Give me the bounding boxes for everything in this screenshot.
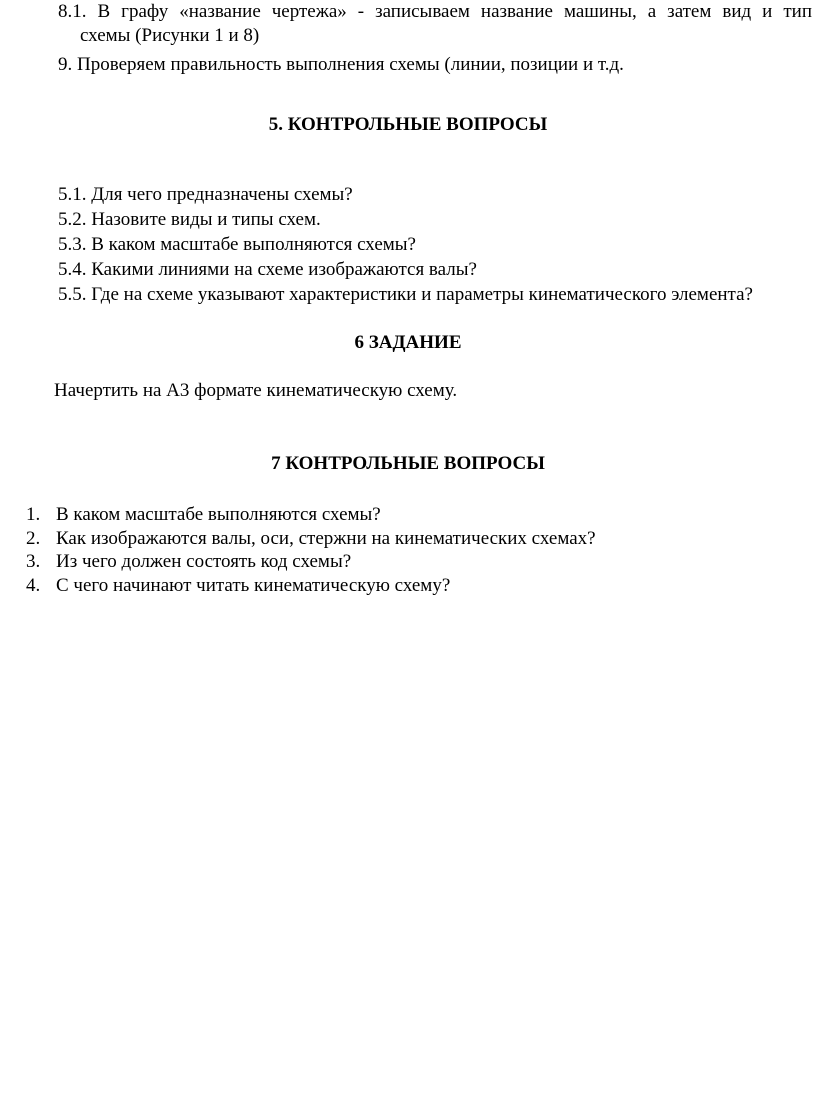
list-item bbox=[26, 574, 596, 598]
step-8-1-line2: схемы (Рисунки 1 и 8) bbox=[80, 25, 260, 46]
section-5-heading: 5. КОНТРОЛЬНЫЕ ВОПРОСЫ bbox=[268, 114, 548, 135]
list-item-text: Как изображаются валы, оси, стержни на кинематических схемах? bbox=[56, 527, 596, 549]
section-7-question-list bbox=[26, 503, 596, 597]
list-item bbox=[26, 550, 596, 574]
task-text: Начертить на А3 формате кинематическую схему. bbox=[54, 380, 458, 401]
section-5-question-list bbox=[58, 183, 753, 308]
list-number: 2. bbox=[26, 527, 41, 549]
list-item: 5.2. Назовите виды и типы схем. bbox=[58, 209, 321, 230]
list-number: 4. bbox=[26, 574, 41, 596]
list-item: 5.4. Какими линиями на схеме изображаются валы? bbox=[58, 259, 477, 280]
list-item-text: В каком масштабе выполняются схемы? bbox=[56, 504, 381, 525]
list-item-text: Из чего должен состоять код схемы? bbox=[56, 551, 352, 572]
section-6-heading: 6 ЗАДАНИЕ bbox=[354, 332, 462, 353]
section-7-heading: 7 КОНТРОЛЬНЫЕ ВОПРОСЫ bbox=[271, 453, 545, 474]
step-8-1-line1: 8.1. В графу «название чертежа» - записываем название машины, а затем вид и тип bbox=[58, 1, 812, 22]
list-item bbox=[26, 503, 596, 527]
list-item: 5.1. Для чего предназначены схемы? bbox=[58, 184, 353, 205]
list-item: 5.3. В каком масштабе выполняются схемы? bbox=[58, 234, 416, 255]
step-9: 9. Проверяем правильность выполнения схемы (линии, позиции и т.д. bbox=[58, 54, 624, 75]
list-number: 3. bbox=[26, 551, 41, 572]
list-item-text: С чего начинают читать кинематическую схему? bbox=[56, 574, 451, 596]
list-item: 5.5. Где на схеме указывают характеристики и параметры кинематического элемента? bbox=[58, 284, 753, 305]
list-item bbox=[26, 527, 596, 551]
list-number: 1. bbox=[26, 504, 41, 525]
